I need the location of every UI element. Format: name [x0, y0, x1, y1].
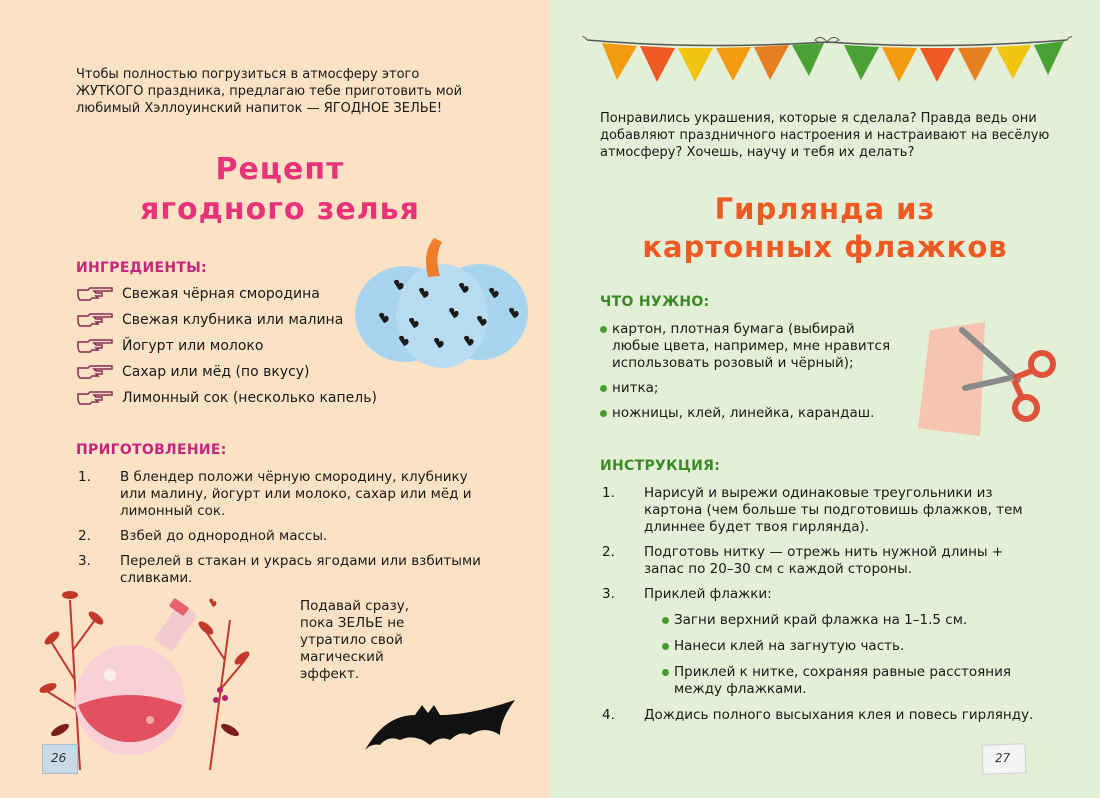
substep-text: Приклей к нитке, сохраняя равные расстояния между флажками.	[674, 664, 1012, 697]
page-number-tab	[42, 744, 78, 774]
pointing-hand-icon	[76, 286, 114, 302]
prep-heading: ПРИГОТОВЛЕНИЕ:	[76, 442, 227, 458]
serve-note: Подавай сразу, пока ЗЕЛЬЕ не утратило свой магический эффект.	[300, 598, 410, 682]
need-text: ножницы, клей, линейка, карандаш.	[612, 405, 875, 421]
right-intro: Понравились украшения, которые я сделала? Правда ведь они добавляют праздничного настроения и настраивают на весёлую атмосферу? Хочешь, научу и тебя их делать?	[600, 111, 1050, 160]
step-number: 4.	[602, 707, 615, 723]
garland-title-line2: картонных флажков	[642, 230, 1008, 264]
need-text: картон, плотная бумага (выбирай любые цвета, например, мне нравится использовать розовый и чёрный);	[612, 321, 891, 371]
step-text: Взбей до однородной массы.	[120, 528, 328, 544]
bat-silhouette	[360, 695, 520, 760]
blue-pumpkin-illustration	[350, 232, 535, 372]
step-number: 2.	[78, 528, 91, 544]
need-item	[600, 405, 900, 425]
step-number: 3.	[602, 586, 615, 602]
substep-item	[662, 664, 1052, 700]
recipe-title-line2: ягодного зелья	[140, 192, 420, 227]
ingredient-item	[76, 283, 320, 305]
pointing-hand-icon	[76, 364, 114, 380]
step-number: 1.	[78, 469, 91, 485]
bullet-dot-icon	[662, 669, 669, 676]
garland-title-line1: Гирлянда из	[714, 192, 936, 226]
bullet-dot-icon	[662, 617, 669, 624]
instr-step	[602, 544, 1042, 580]
ingredient-item	[76, 309, 343, 331]
need-text: нитка;	[612, 380, 659, 396]
right-page	[550, 0, 1100, 798]
ingredient-item	[76, 361, 310, 383]
step-text: Дождись полного высыхания клея и повесь гирлянду.	[644, 707, 1034, 723]
bullet-dot-icon	[600, 385, 607, 392]
pointing-hand-icon	[76, 338, 114, 354]
bullet-dot-icon	[600, 410, 607, 417]
step-number: 1.	[602, 485, 615, 501]
ingredient-label: Лимонный сок (несколько капель)	[122, 390, 377, 406]
flag-garland-illustration	[582, 28, 1072, 88]
step-text: Нарисуй и вырежи одинаковые треугольники из картона (чем больше ты подготовишь флажков, тем длиннее будет твоя гирлянда).	[644, 485, 1023, 535]
ingredient-label: Сахар или мёд (по вкусу)	[122, 364, 310, 380]
prep-step	[78, 469, 478, 521]
step-text: Подготовь нитку — отрежь нить нужной длины + запас по 20–30 см с каждой стороны.	[644, 544, 1004, 577]
step-number: 2.	[602, 544, 615, 560]
ingredient-label: Свежая клубника или малина	[122, 312, 344, 328]
recipe-title-line1: Рецепт	[215, 152, 345, 187]
instr-step	[602, 485, 1042, 537]
ingredient-item	[76, 387, 377, 409]
need-item	[600, 380, 900, 400]
prep-step	[78, 528, 478, 548]
ingredient-item	[76, 335, 263, 357]
instr-step	[602, 586, 1042, 606]
substep-text: Загни верхний край флажка на 1–1.5 см.	[674, 612, 968, 628]
substep-item	[662, 638, 1042, 658]
need-heading: ЧТО НУЖНО:	[600, 294, 710, 310]
paper-scissors-illustration	[910, 318, 1060, 440]
substep-text: Нанеси клей на загнутую часть.	[674, 638, 905, 654]
ingredient-label: Йогурт или молоко	[122, 338, 264, 354]
pointing-hand-icon	[76, 390, 114, 406]
substep-item	[662, 612, 1042, 632]
left-intro: Чтобы полностью погрузиться в атмосферу этого ЖУТКОГО праздника, предлагаю тебе приготовить мой любимый Хэллоуинский напиток — ЯГОДНОЕ ЗЕЛЬЕ!	[76, 67, 463, 116]
step-text: В блендер положи чёрную смородину, клубнику или малину, йогурт или молоко, сахар или мёд и лимонный сок.	[120, 469, 472, 519]
page-number: 26	[51, 751, 67, 765]
instr-heading: ИНСТРУКЦИЯ:	[600, 458, 721, 474]
step-text: Приклей флажки:	[644, 586, 772, 602]
page-number-tab	[981, 743, 1026, 775]
step-number: 3.	[78, 553, 91, 569]
pointing-hand-icon	[76, 312, 114, 328]
need-item	[600, 321, 900, 373]
bullet-dot-icon	[662, 643, 669, 650]
page-number: 27	[994, 750, 1011, 766]
step-text: Перелей в стакан и укрась ягодами или взбитыми сливками.	[120, 553, 481, 586]
ingredients-heading: ИНГРЕДИЕНТЫ:	[76, 260, 207, 276]
instr-step	[602, 707, 1072, 727]
ingredient-label: Свежая чёрная смородина	[122, 286, 320, 302]
bullet-dot-icon	[600, 326, 607, 333]
